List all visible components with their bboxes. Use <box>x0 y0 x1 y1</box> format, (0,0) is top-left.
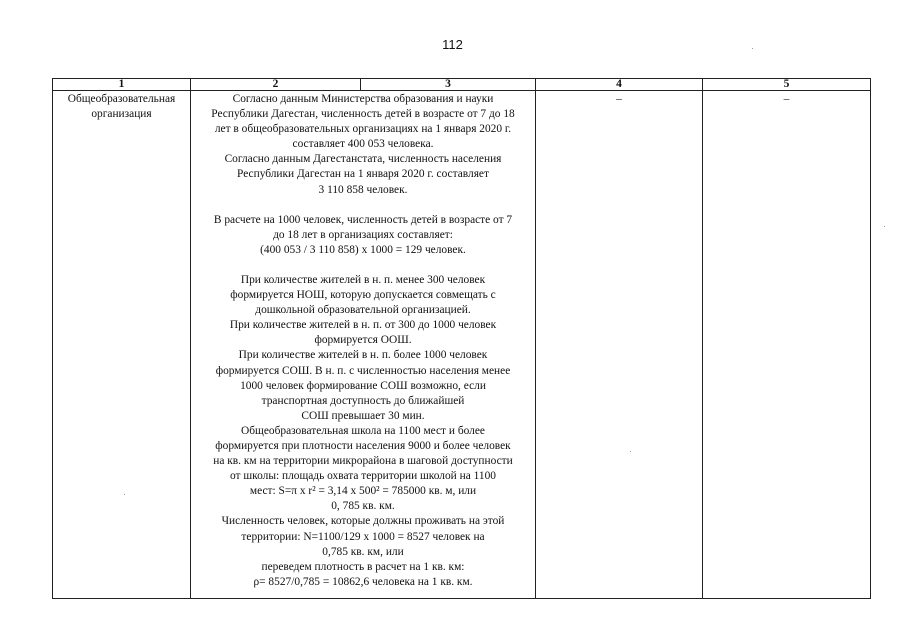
header-cell-5: 5 <box>703 79 871 91</box>
column-5-cell: – <box>703 91 871 599</box>
scan-speck <box>752 48 753 49</box>
calculation-text-cell <box>191 91 536 599</box>
scan-speck <box>124 494 125 495</box>
text-line: Согласно данным Министерства образования и науки <box>232 93 494 105</box>
scan-speck <box>884 226 885 227</box>
text-line: формируется СОШ. В н. п. с численностью населения менее <box>215 364 511 377</box>
data-table <box>52 78 871 599</box>
column-4-cell: – <box>536 91 703 599</box>
text-line: СОШ превышает 30 мин. <box>301 409 425 422</box>
text-line: Численность человек, которые должны проживать на этой <box>221 515 505 528</box>
text-line: В расчете на 1000 человек, численность детей в возрасте от 7 <box>213 213 513 226</box>
text-line: (400 053 / 3 110 858) x 1000 = 129 человек. <box>260 243 466 256</box>
page-number: 112 <box>442 37 463 52</box>
text-line: ρ= 8527/0,785 = 10862,6 человека на 1 кв. км. <box>253 575 473 588</box>
table-row <box>53 91 871 599</box>
blank-line <box>193 198 533 213</box>
text-line: транспортная доступность до ближайшей <box>261 394 465 407</box>
text-line: дошкольной образовательной организацией. <box>255 304 471 317</box>
text-line: Общеобразовательная школа на 1100 мест и более <box>241 424 485 437</box>
text-line: до 18 лет в организациях составляет: <box>273 228 453 241</box>
text-line: от школы: площадь охвата территории школой на 1100 <box>230 470 496 483</box>
text-line: составляет 400 053 человека. <box>292 138 434 151</box>
header-cell-4: 4 <box>536 79 703 91</box>
header-cell-1: 1 <box>53 79 191 91</box>
text-line: 0,785 кв. км, или <box>322 545 404 558</box>
text-line: территории: N=1100/129 x 1000 = 8527 человек на <box>241 530 485 543</box>
text-line: лет в общеобразовательных организациях на 1 января 2020 г. <box>214 123 512 136</box>
text-line: 1000 человек формирование СОШ возможно, если <box>240 379 486 392</box>
text-line: формируется при плотности населения 9000 и более человек <box>215 439 511 452</box>
text-line: При количестве жителей в н. п. более 1000 человек <box>238 349 488 362</box>
header-row <box>53 79 871 91</box>
text-line: При количестве жителей в н. п. менее 300 человек <box>240 273 486 286</box>
text-line: формируется НОШ, которую допускается совмещать с <box>230 289 496 302</box>
blank-line <box>193 258 533 273</box>
text-line: Согласно данным Дагестанстата, численность населения <box>224 153 502 166</box>
text-line: формируется ООШ. <box>314 334 412 347</box>
text-line: 0, 785 кв. км. <box>331 500 395 513</box>
text-line: При количестве жителей в н. п. от 300 до 1000 человек <box>229 319 497 332</box>
text-line: на кв. км на территории микрорайона в шаговой доступности <box>213 455 513 468</box>
text-line: 3 110 858 человек. <box>318 183 408 196</box>
header-cell-2: 2 <box>191 79 361 91</box>
header-cell-3: 3 <box>361 79 536 91</box>
organization-type-cell: Общеобразовательная организация <box>53 91 191 599</box>
text-line: Республики Дагестан на 1 января 2020 г. составляет <box>237 168 489 181</box>
text-line: переведем плотность в расчет на 1 кв. км: <box>261 560 465 573</box>
text-line: мест: S=π x r² = 3,14 x 500² = 785000 кв. м, или <box>249 485 477 498</box>
text-line: Республики Дагестан, численность детей в возрасте от 7 до 18 <box>211 108 515 121</box>
scan-speck <box>630 451 631 452</box>
